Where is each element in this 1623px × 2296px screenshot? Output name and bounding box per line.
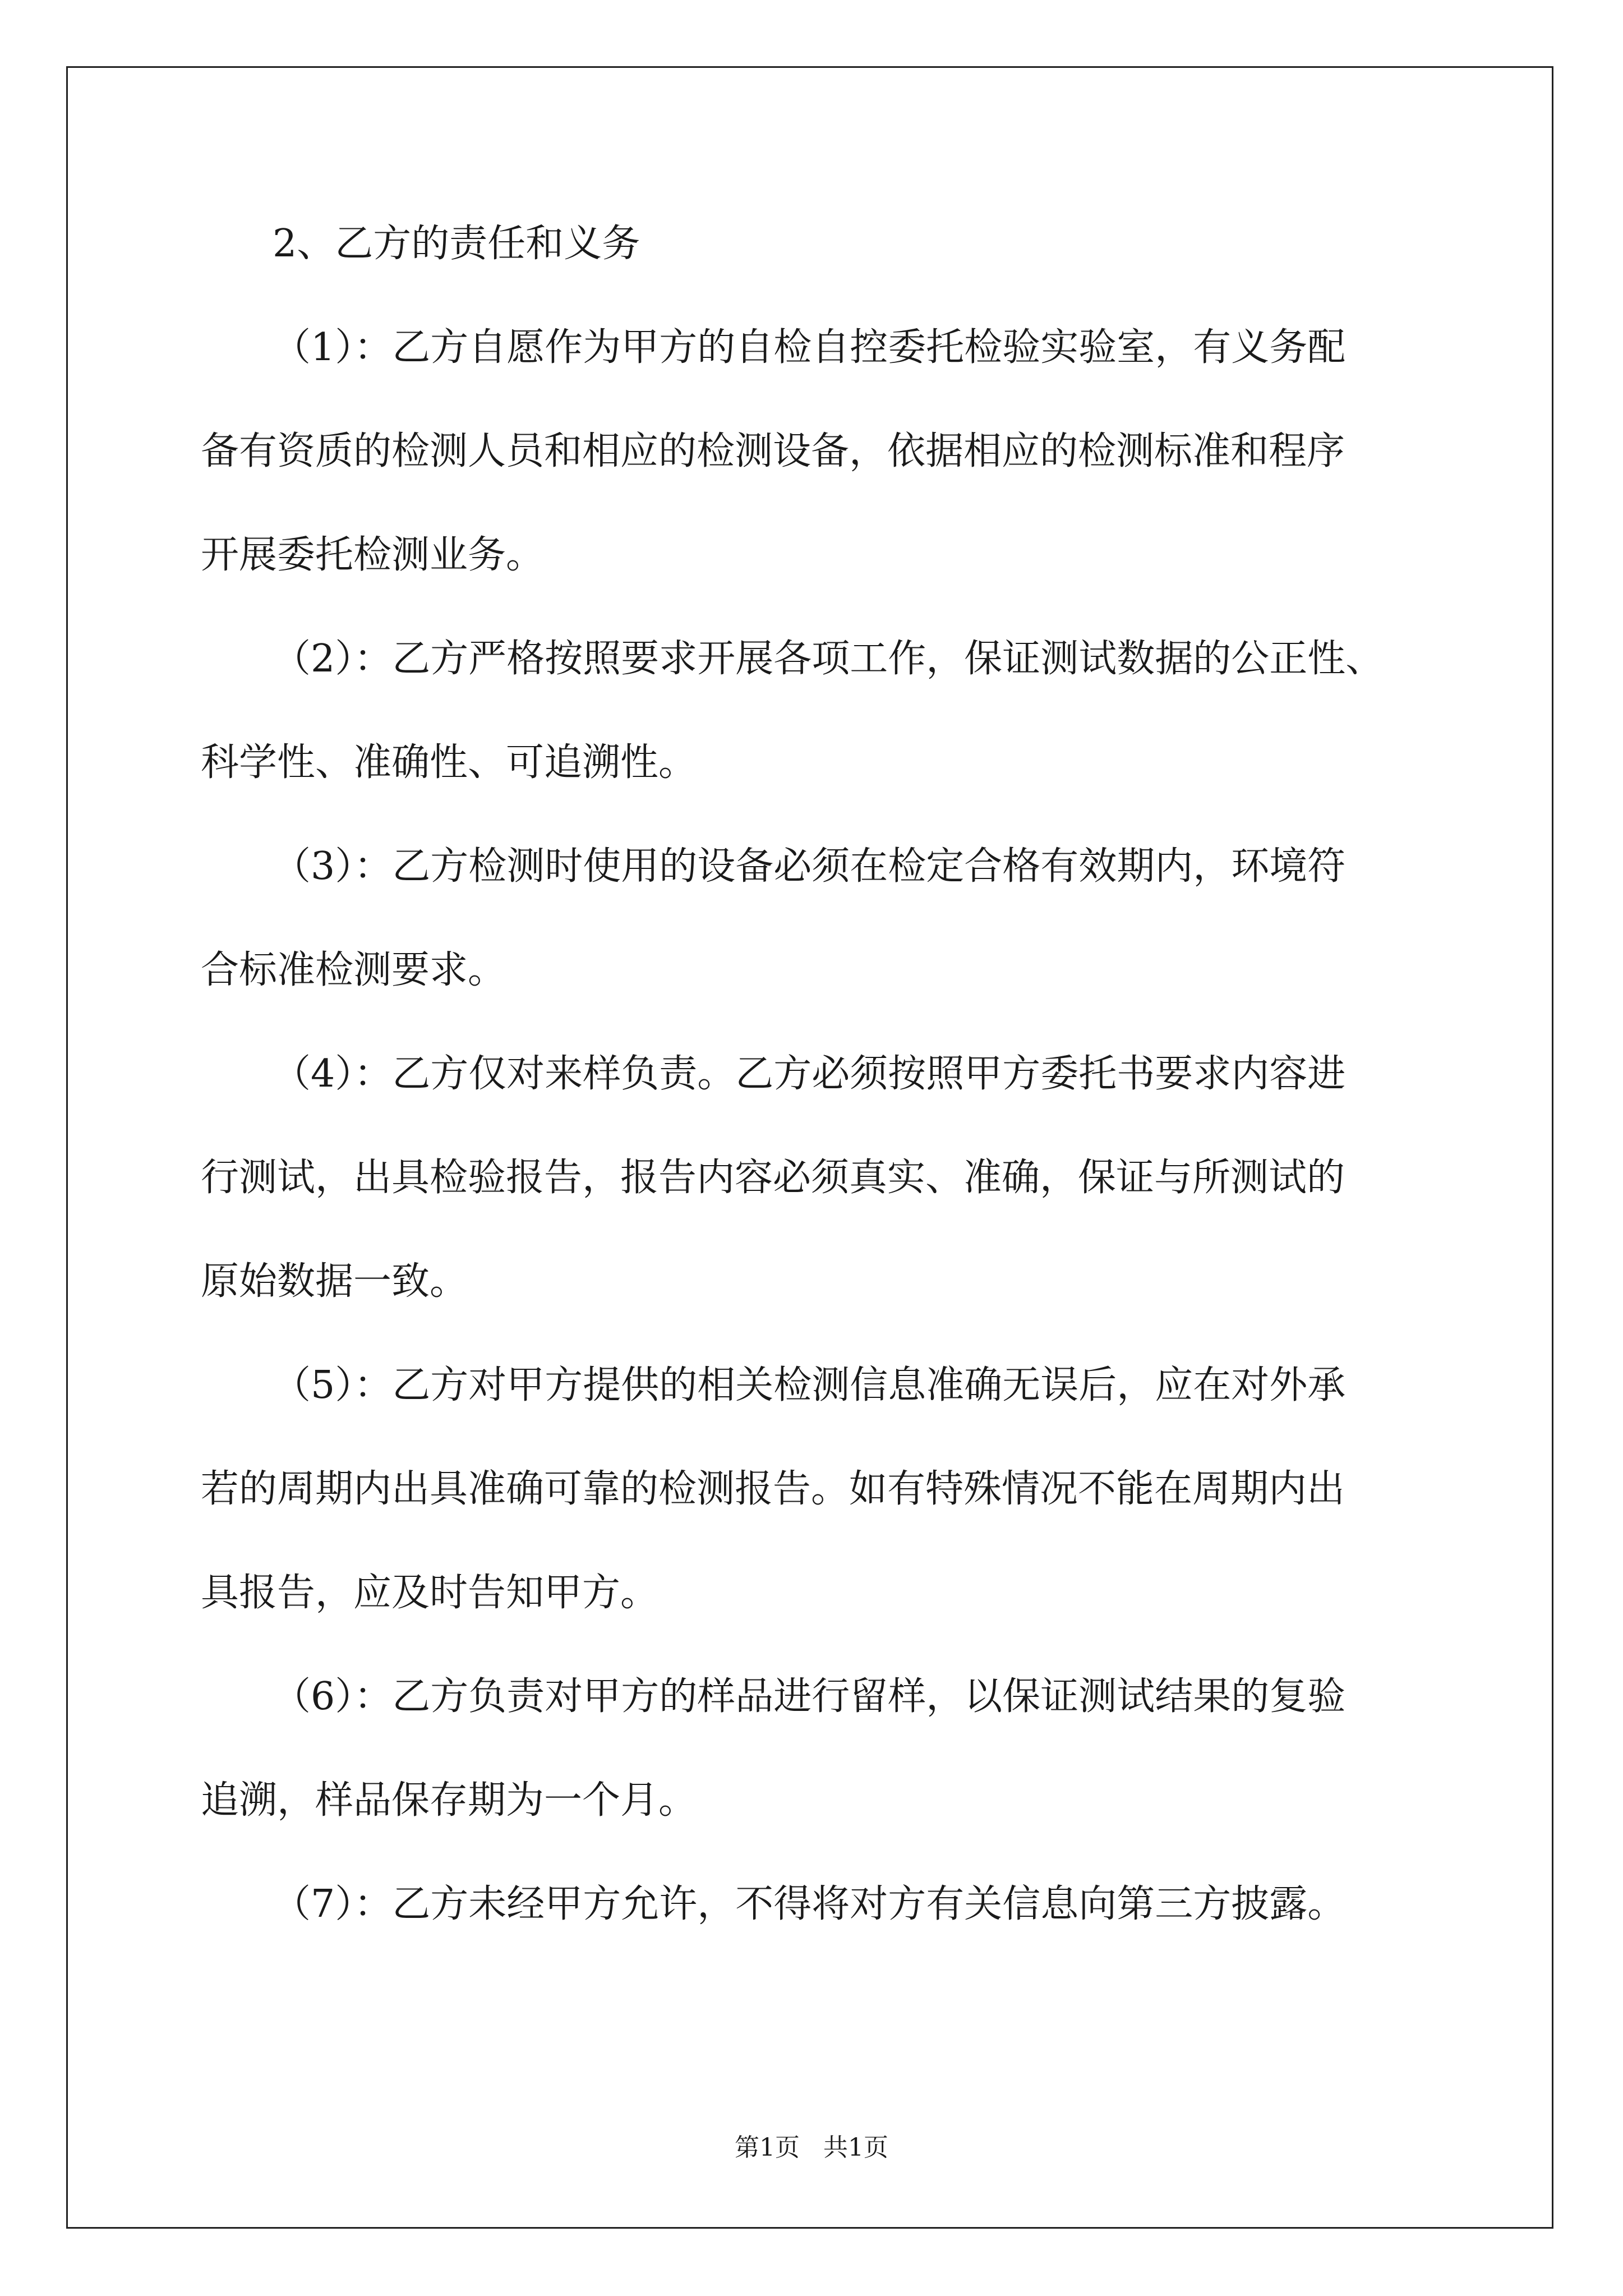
section-heading: 2、乙方的责任和义务 [273, 222, 640, 266]
paragraph-line: 合标准检测要求。 [201, 948, 506, 992]
paragraph-line: （5）：乙方对甲方提供的相关检测信息准确无误后，应在对外承 [273, 1363, 1346, 1407]
paragraph-line: 备有资质的检测人员和相应的检测设备，依据相应的检测标准和程序 [201, 429, 1345, 473]
paragraph-line: （1）：乙方自愿作为甲方的自检自控委托检验实验室，有义务配 [273, 325, 1346, 370]
paragraph-line: 科学性、准确性、可追溯性。 [201, 740, 697, 785]
paragraph-line: （4）：乙方仅对来样负责。乙方必须按照甲方委托书要求内容进 [273, 1052, 1346, 1096]
document-body [201, 218, 1435, 1982]
paragraph-line: （2）：乙方严格按照要求开展各项工作，保证测试数据的公正性、 [273, 637, 1384, 681]
paragraph-line: （7）：乙方未经甲方允许，不得将对方有关信息向第三方披露。 [273, 1882, 1346, 1926]
paragraph-line: 行测试，出具检验报告，报告内容必须真实、准确，保证与所测试的 [201, 1156, 1345, 1200]
paragraph-line: 开展委托检测业务。 [201, 533, 545, 577]
paragraph-line: 具报告，应及时告知甲方。 [201, 1571, 659, 1615]
paragraph-line: （3）：乙方检测时使用的设备必须在检定合格有效期内，环境符 [273, 844, 1346, 889]
paragraph-line: 若的周期内出具准确可靠的检测报告。如有特殊情况不能在周期内出 [201, 1467, 1345, 1511]
paragraph-line: 原始数据一致。 [201, 1259, 468, 1304]
paragraph-line: （6）：乙方负责对甲方的样品进行留样，以保证测试结果的复验 [273, 1674, 1346, 1719]
paragraph-line: 追溯，样品保存期为一个月。 [201, 1778, 697, 1823]
page-footer: 第1页 共1页 [735, 2133, 888, 2162]
